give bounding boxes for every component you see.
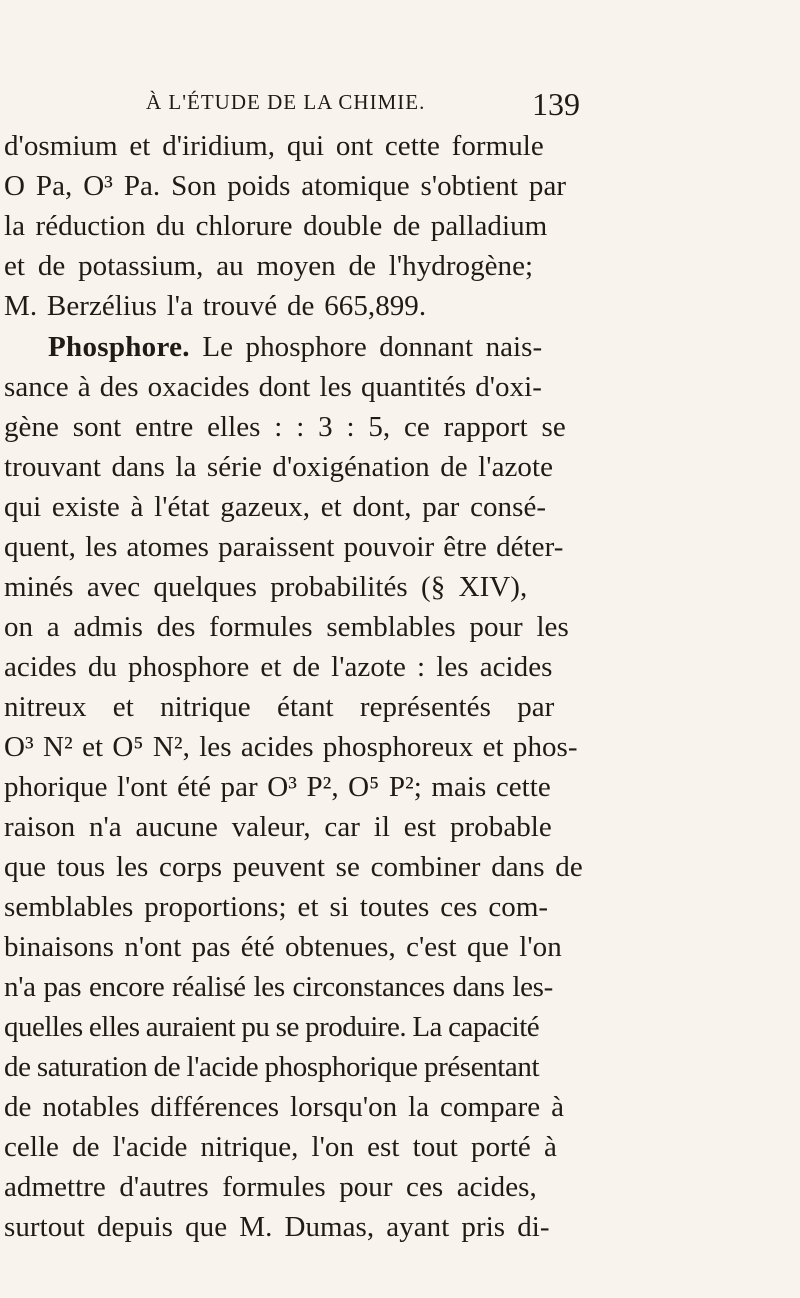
running-title: À L'ÉTUDE DE LA CHIMIE.	[146, 90, 426, 114]
text-line: semblables proportions; et si toutes ces com-	[4, 891, 549, 923]
text-line: de saturation de l'acide phosphorique présentant	[4, 1051, 540, 1083]
paragraph-first-line	[48, 327, 542, 367]
page-number: 139	[532, 86, 580, 122]
text-line: acides du phosphore et de l'azote : les acides	[4, 651, 553, 683]
text-line: on a admis des formules semblables pour les	[4, 611, 569, 643]
text-line: et de potassium, au moyen de l'hydrogène;	[4, 250, 534, 282]
text-line: gène sont entre elles : : 3 : 5, ce rapport se	[4, 411, 566, 443]
text-line: de notables différences lorsqu'on la compare à	[4, 1091, 565, 1123]
text-fragment: Le phosphore donnant nais-	[189, 331, 543, 363]
text-line: phorique l'ont été par O³ P², O⁵ P²; mais cette	[4, 771, 551, 803]
text-line: sance à des oxacides dont les quantités d'oxi-	[4, 371, 542, 403]
text-line: admettre d'autres formules pour ces acides,	[4, 1171, 537, 1203]
text-line: quelles elles auraient pu se produire. La capacité	[4, 1011, 540, 1043]
text-line: celle de l'acide nitrique, l'on est tout porté à	[4, 1131, 557, 1163]
text-line: que tous les corps peuvent se combiner dans de	[4, 851, 583, 883]
text-line: qui existe à l'état gazeux, et dont, par consé-	[4, 491, 547, 523]
text-line: O³ N² et O⁵ N², les acides phosphoreux et phos-	[4, 731, 578, 763]
text-line: la réduction du chlorure double de palladium	[4, 210, 548, 242]
text-line: binaisons n'ont pas été obtenues, c'est que l'on	[4, 931, 562, 963]
text-line: n'a pas encore réalisé les circonstances dans les-	[4, 971, 553, 1003]
text-line: M. Berzélius l'a trouvé de 665,899.	[4, 290, 427, 322]
section-term: Phosphore.	[48, 331, 190, 363]
text-line: d'osmium et d'iridium, qui ont cette formule	[4, 130, 544, 162]
text-line: trouvant dans la série d'oxigénation de l'azote	[4, 451, 553, 483]
text-line: O Pa, O³ Pa. Son poids atomique s'obtient par	[4, 170, 567, 202]
text-line: minés avec quelques probabilités (§ XIV),	[4, 571, 528, 603]
page-header	[0, 86, 800, 126]
text-line: quent, les atomes paraissent pouvoir être déter-	[4, 531, 564, 563]
text-line: nitreux et nitrique étant représentés par	[4, 691, 555, 723]
text-line: raison n'a aucune valeur, car il est probable	[4, 811, 552, 843]
text-line: surtout depuis que M. Dumas, ayant pris di-	[4, 1211, 550, 1243]
